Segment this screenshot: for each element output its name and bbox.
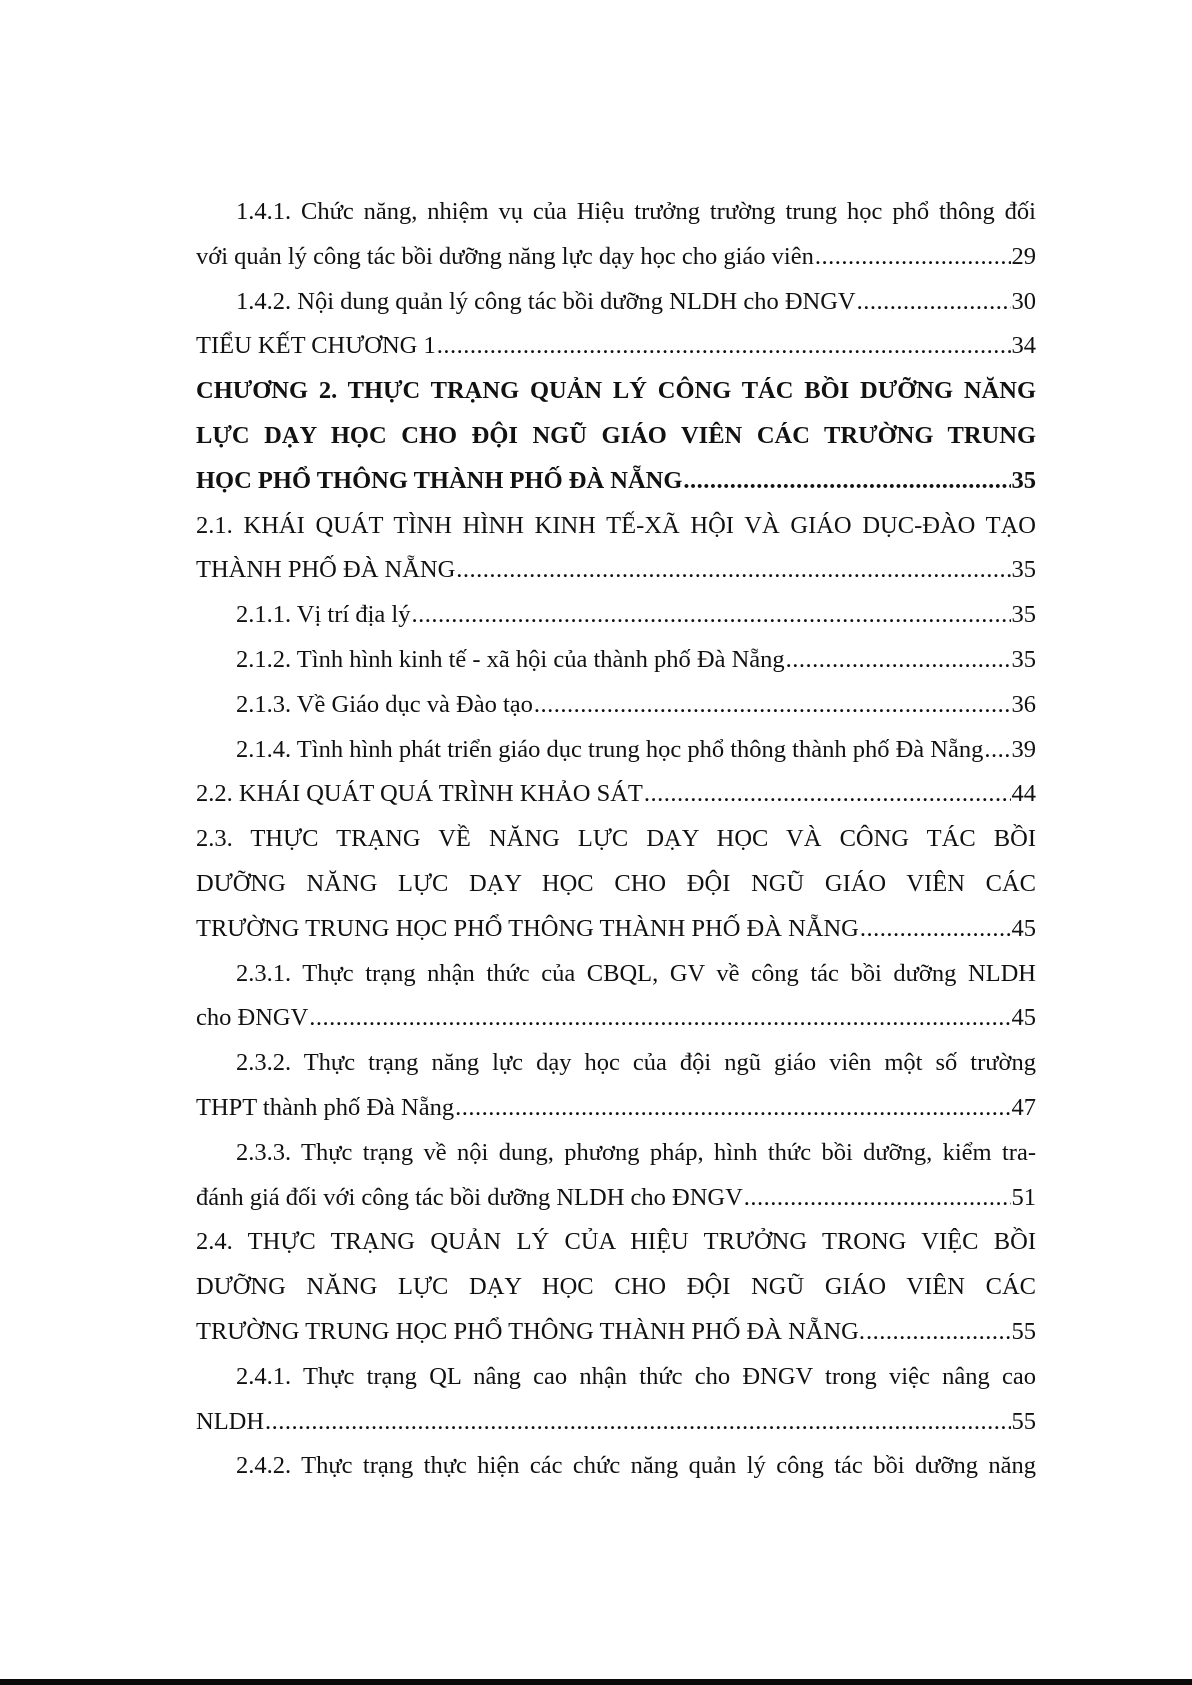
dot-leader	[534, 683, 1011, 728]
toc-entry[interactable]	[196, 1041, 1036, 1131]
toc-entry-text: THPT thành phố Đà Nẵng	[196, 1093, 455, 1121]
dot-leader	[866, 1310, 1011, 1355]
toc-entry-text: DƯỠNG NĂNG LỰC DẠY HỌC CHO ĐỘI NGŨ GIÁO VIÊN CÁC	[196, 1273, 1036, 1301]
toc-entry-text: 2.3.3. Thực trạng về nội dung, phương pháp, hình thức bồi dưỡng, kiểm tra-	[236, 1138, 1036, 1166]
toc-entry-line	[196, 280, 1036, 325]
dot-leader	[683, 459, 1010, 504]
page-number: 47	[1011, 1093, 1036, 1121]
toc-entry[interactable]	[196, 817, 1036, 951]
dot-leader	[786, 638, 1011, 683]
page-number: 34	[1011, 332, 1036, 360]
table-of-contents	[196, 190, 1036, 1489]
toc-entry-text: 1.4.1. Chức năng, nhiệm vụ của Hiệu trưởng trường trung học phổ thông đối	[236, 198, 1036, 225]
toc-entry[interactable]	[196, 369, 1036, 503]
toc-entry[interactable]	[196, 324, 1036, 369]
page-number: 35	[1011, 556, 1036, 584]
toc-entry[interactable]	[196, 952, 1036, 1042]
toc-entry-text: HỌC PHỔ THÔNG THÀNH PHỐ ĐÀ NẴNG	[196, 466, 683, 494]
toc-entry-text: 2.3. THỰC TRẠNG VỀ NĂNG LỰC DẠY HỌC VÀ CÔNG TÁC BỒI	[196, 825, 1036, 853]
toc-entry[interactable]	[196, 504, 1036, 594]
dot-leader	[984, 728, 1010, 773]
toc-entry-text: 2.4.2. Thực trạng thực hiện các chức năng quản lý công tác bồi dưỡng năng	[236, 1452, 1036, 1480]
bottom-border	[0, 1679, 1192, 1685]
toc-entry-line	[196, 593, 1036, 638]
dot-leader	[309, 996, 1010, 1041]
toc-entry[interactable]	[196, 1444, 1036, 1489]
toc-entry-text: 2.1.1. Vị trí địa lý	[236, 601, 411, 629]
toc-entry-line	[196, 907, 1036, 952]
dot-leader	[857, 280, 1011, 325]
toc-entry-line	[196, 324, 1036, 369]
toc-entry-line	[196, 459, 1036, 504]
toc-entry-line	[196, 1086, 1036, 1131]
toc-entry-text: TRƯỜNG TRUNG HỌC PHỔ THÔNG THÀNH PHỐ ĐÀ NẴNG.	[196, 1317, 865, 1345]
page-number: 44	[1011, 780, 1036, 808]
page-number: 51	[1011, 1183, 1036, 1211]
toc-entry-line	[196, 683, 1036, 728]
page-number: 45	[1011, 914, 1036, 942]
page-number: 29	[1011, 242, 1036, 270]
toc-entry-text: 2.3.1. Thực trạng nhận thức của CBQL, GV về công tác bồi dưỡng NLDH	[236, 959, 1036, 987]
toc-entry-text: cho ĐNGV	[196, 1004, 309, 1032]
page-number: 35	[1011, 601, 1036, 629]
toc-entry-text: 2.1. KHÁI QUÁT TÌNH HÌNH KINH TẾ-XÃ HỘI VÀ GIÁO DỤC-ĐÀO TẠO	[196, 511, 1036, 539]
toc-entry-line	[196, 772, 1036, 817]
toc-entry-line	[196, 1400, 1036, 1445]
toc-entry-text: 1.4.2. Nội dung quản lý công tác bồi dưỡng NLDH cho ĐNGV	[236, 287, 856, 315]
page-number: 45	[1011, 1004, 1036, 1032]
toc-entry-text: 2.4. THỰC TRẠNG QUẢN LÝ CỦA HIỆU TRƯỞNG TRONG VIỆC BỒI	[196, 1228, 1036, 1256]
toc-entry-text: 2.4.1. Thực trạng QL nâng cao nhận thức cho ĐNGV trong việc nâng cao	[236, 1362, 1036, 1390]
dot-leader	[644, 772, 1011, 817]
page-number: 35	[1011, 645, 1036, 673]
page-number: 55	[1011, 1407, 1036, 1435]
dot-leader	[437, 324, 1011, 369]
toc-entry[interactable]	[196, 593, 1036, 638]
dot-leader	[455, 1086, 1010, 1131]
toc-entry[interactable]	[196, 1131, 1036, 1221]
page-number: 35	[1011, 466, 1036, 494]
toc-entry-text: DƯỠNG NĂNG LỰC DẠY HỌC CHO ĐỘI NGŨ GIÁO VIÊN CÁC	[196, 869, 1036, 897]
toc-entry[interactable]	[196, 638, 1036, 683]
toc-entry-line	[196, 1176, 1036, 1221]
toc-entry[interactable]	[196, 1355, 1036, 1445]
toc-entry-text: 2.3.2. Thực trạng năng lực dạy học của đội ngũ giáo viên một số trường	[236, 1049, 1036, 1077]
toc-entry-line	[196, 548, 1036, 593]
toc-entry-line	[196, 728, 1036, 773]
page-number: 36	[1011, 690, 1036, 718]
toc-entry[interactable]	[196, 190, 1036, 280]
dot-leader	[744, 1176, 1011, 1221]
toc-entry-text: TIỂU KẾT CHƯƠNG 1	[196, 332, 436, 360]
page-number: 30	[1011, 287, 1036, 315]
page-number: 39	[1011, 735, 1036, 763]
dot-leader	[456, 548, 1010, 593]
toc-entry[interactable]	[196, 683, 1036, 728]
toc-entry-text: 2.1.4. Tình hình phát triển giáo dục trung học phổ thông thành phố Đà Nẵng	[236, 735, 984, 763]
dot-leader	[411, 593, 1010, 638]
toc-entry-text: CHƯƠNG 2. THỰC TRẠNG QUẢN LÝ CÔNG TÁC BỒI DƯỠNG NĂNG	[196, 377, 1036, 405]
dot-leader	[860, 907, 1011, 952]
toc-entry-text: đánh giá đối với công tác bồi dưỡng NLDH cho ĐNGV	[196, 1183, 743, 1211]
toc-entry-text: NLDH	[196, 1407, 265, 1435]
toc-entry-text: LỰC DẠY HỌC CHO ĐỘI NGŨ GIÁO VIÊN CÁC TRƯỜNG TRUNG	[196, 421, 1036, 449]
toc-entry-text: 2.2. KHÁI QUÁT QUÁ TRÌNH KHẢO SÁT	[196, 780, 643, 808]
dot-leader	[265, 1400, 1010, 1445]
toc-entry-text: với quản lý công tác bồi dưỡng năng lực dạy học cho giáo viên	[196, 242, 814, 270]
toc-entry-text: TRƯỜNG TRUNG HỌC PHỔ THÔNG THÀNH PHỐ ĐÀ NẴNG	[196, 914, 859, 942]
toc-entry-text: 2.1.2. Tình hình kinh tế - xã hội của thành phố Đà Nẵng	[236, 645, 785, 673]
toc-entry-line	[196, 638, 1036, 683]
toc-entry[interactable]	[196, 772, 1036, 817]
toc-entry[interactable]	[196, 280, 1036, 325]
toc-entry-line	[196, 996, 1036, 1041]
toc-entry-line	[196, 235, 1036, 280]
dot-leader	[815, 235, 1011, 280]
toc-entry-text: 2.1.3. Về Giáo dục và Đào tạo	[236, 690, 533, 718]
toc-entry[interactable]	[196, 1220, 1036, 1354]
toc-entry-text: THÀNH PHỐ ĐÀ NẴNG	[196, 556, 456, 584]
page-number: 55	[1011, 1317, 1036, 1345]
toc-entry-line	[196, 1310, 1036, 1355]
toc-entry[interactable]	[196, 728, 1036, 773]
